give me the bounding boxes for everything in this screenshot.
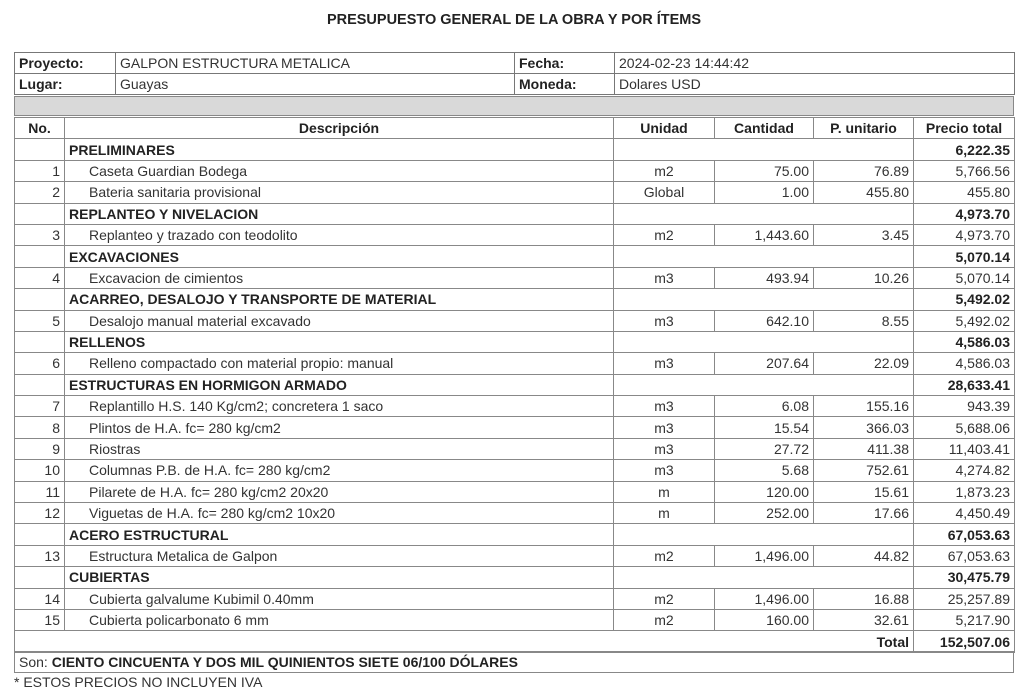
item-p-unitario: 366.03 xyxy=(814,417,914,438)
item-cantidad: 1,496.00 xyxy=(715,545,814,566)
section-blank-cell xyxy=(614,246,914,267)
total-value: 152,507.06 xyxy=(914,631,1015,652)
section-row xyxy=(15,246,1015,267)
item-unidad: Global xyxy=(614,182,715,203)
item-unidad: m3 xyxy=(614,460,715,481)
header-row-2 xyxy=(15,74,1015,95)
item-unidad: m2 xyxy=(614,160,715,181)
moneda-label: Moneda: xyxy=(515,74,615,95)
table-row xyxy=(15,353,1015,374)
item-precio-total: 4,274.82 xyxy=(914,460,1015,481)
item-p-unitario: 455.80 xyxy=(814,182,914,203)
moneda-value: Dolares USD xyxy=(615,74,1015,95)
section-name: ESTRUCTURAS EN HORMIGON ARMADO xyxy=(65,374,614,395)
lugar-label: Lugar: xyxy=(15,74,116,95)
section-blank-cell xyxy=(614,567,914,588)
item-description: Cubierta policarbonato 6 mm xyxy=(65,609,614,630)
item-precio-total: 4,450.49 xyxy=(914,503,1015,524)
table-row xyxy=(15,182,1015,203)
column-header-row xyxy=(15,118,1015,139)
item-precio-total: 4,586.03 xyxy=(914,353,1015,374)
col-header-no: No. xyxy=(15,118,65,139)
section-blank-cell xyxy=(614,374,914,395)
item-p-unitario: 8.55 xyxy=(814,310,914,331)
section-blank-cell xyxy=(614,524,914,545)
iva-note: * ESTOS PRECIOS NO INCLUYEN IVA xyxy=(14,674,263,690)
section-no-cell xyxy=(15,524,65,545)
section-name: ACERO ESTRUCTURAL xyxy=(65,524,614,545)
item-cantidad: 207.64 xyxy=(715,353,814,374)
section-no-cell xyxy=(15,567,65,588)
item-description: Replantillo H.S. 140 Kg/cm2; concretera 1 saco xyxy=(65,396,614,417)
col-header-precio-total: Precio total xyxy=(914,118,1015,139)
item-no: 12 xyxy=(15,503,65,524)
section-blank-cell xyxy=(614,331,914,352)
item-p-unitario: 3.45 xyxy=(814,224,914,245)
item-description: Bateria sanitaria provisional xyxy=(65,182,614,203)
item-cantidad: 1.00 xyxy=(715,182,814,203)
item-precio-total: 5,688.06 xyxy=(914,417,1015,438)
amount-in-words xyxy=(14,651,1014,673)
item-precio-total: 25,257.89 xyxy=(914,588,1015,609)
table-row xyxy=(15,588,1015,609)
table-row xyxy=(15,396,1015,417)
item-precio-total: 5,070.14 xyxy=(914,267,1015,288)
item-precio-total: 1,873.23 xyxy=(914,481,1015,502)
son-value: CIENTO CINCUENTA Y DOS MIL QUINIENTOS SIETE 06/100 DÓLARES xyxy=(51,654,518,670)
section-no-cell xyxy=(15,289,65,310)
item-no: 8 xyxy=(15,417,65,438)
table-row xyxy=(15,481,1015,502)
total-row xyxy=(15,631,1015,652)
item-description: Caseta Guardian Bodega xyxy=(65,160,614,181)
section-row xyxy=(15,567,1015,588)
item-cantidad: 5.68 xyxy=(715,460,814,481)
item-p-unitario: 155.16 xyxy=(814,396,914,417)
item-description: Pilarete de H.A. fc= 280 kg/cm2 20x20 xyxy=(65,481,614,502)
item-p-unitario: 752.61 xyxy=(814,460,914,481)
item-p-unitario: 17.66 xyxy=(814,503,914,524)
table-row xyxy=(15,460,1015,481)
item-description: Viguetas de H.A. fc= 280 kg/cm2 10x20 xyxy=(65,503,614,524)
proyecto-value: GALPON ESTRUCTURA METALICA xyxy=(116,53,515,74)
item-description: Excavacion de cimientos xyxy=(65,267,614,288)
item-description: Plintos de H.A. fc= 280 kg/cm2 xyxy=(65,417,614,438)
section-name: PRELIMINARES xyxy=(65,139,614,160)
item-no: 9 xyxy=(15,438,65,459)
section-blank-cell xyxy=(614,203,914,224)
table-row xyxy=(15,160,1015,181)
item-precio-total: 455.80 xyxy=(914,182,1015,203)
item-cantidad: 15.54 xyxy=(715,417,814,438)
total-label: Total xyxy=(15,631,914,652)
item-description: Cubierta galvalume Kubimil 0.40mm xyxy=(65,588,614,609)
section-no-cell xyxy=(15,374,65,395)
table-row xyxy=(15,417,1015,438)
table-row xyxy=(15,224,1015,245)
section-row xyxy=(15,331,1015,352)
item-no: 7 xyxy=(15,396,65,417)
table-row xyxy=(15,267,1015,288)
col-header-p-unitario: P. unitario xyxy=(814,118,914,139)
fecha-label: Fecha: xyxy=(515,53,615,74)
col-header-unidad: Unidad xyxy=(614,118,715,139)
item-precio-total: 5,766.56 xyxy=(914,160,1015,181)
lugar-value: Guayas xyxy=(116,74,515,95)
item-unidad: m3 xyxy=(614,310,715,331)
section-no-cell xyxy=(15,331,65,352)
item-unidad: m3 xyxy=(614,396,715,417)
item-description: Desalojo manual material excavado xyxy=(65,310,614,331)
item-no: 14 xyxy=(15,588,65,609)
item-no: 3 xyxy=(15,224,65,245)
item-cantidad: 160.00 xyxy=(715,609,814,630)
section-total: 4,586.03 xyxy=(914,331,1015,352)
item-unidad: m3 xyxy=(614,267,715,288)
item-precio-total: 5,492.02 xyxy=(914,310,1015,331)
item-precio-total: 11,403.41 xyxy=(914,438,1015,459)
item-no: 1 xyxy=(15,160,65,181)
item-unidad: m xyxy=(614,503,715,524)
section-name: EXCAVACIONES xyxy=(65,246,614,267)
section-row xyxy=(15,289,1015,310)
item-p-unitario: 76.89 xyxy=(814,160,914,181)
item-unidad: m2 xyxy=(614,545,715,566)
section-total: 67,053.63 xyxy=(914,524,1015,545)
section-blank-cell xyxy=(614,289,914,310)
item-description: Replanteo y trazado con teodolito xyxy=(65,224,614,245)
item-p-unitario: 32.61 xyxy=(814,609,914,630)
col-header-cantidad: Cantidad xyxy=(715,118,814,139)
item-cantidad: 120.00 xyxy=(715,481,814,502)
item-cantidad: 642.10 xyxy=(715,310,814,331)
table-row xyxy=(15,503,1015,524)
item-no: 13 xyxy=(15,545,65,566)
item-cantidad: 1,443.60 xyxy=(715,224,814,245)
item-unidad: m2 xyxy=(614,609,715,630)
table-row xyxy=(15,310,1015,331)
section-name: RELLENOS xyxy=(65,331,614,352)
item-cantidad: 75.00 xyxy=(715,160,814,181)
section-row xyxy=(15,139,1015,160)
section-name: ACARREO, DESALOJO Y TRANSPORTE DE MATERIAL xyxy=(65,289,614,310)
item-unidad: m xyxy=(614,481,715,502)
section-total: 6,222.35 xyxy=(914,139,1015,160)
proyecto-label: Proyecto: xyxy=(15,53,116,74)
section-no-cell xyxy=(15,203,65,224)
item-p-unitario: 44.82 xyxy=(814,545,914,566)
section-total: 30,475.79 xyxy=(914,567,1015,588)
section-row xyxy=(15,374,1015,395)
item-cantidad: 252.00 xyxy=(715,503,814,524)
item-precio-total: 67,053.63 xyxy=(914,545,1015,566)
item-unidad: m3 xyxy=(614,353,715,374)
separator-bar xyxy=(14,96,1014,116)
item-p-unitario: 15.61 xyxy=(814,481,914,502)
item-unidad: m2 xyxy=(614,224,715,245)
item-no: 15 xyxy=(15,609,65,630)
item-cantidad: 27.72 xyxy=(715,438,814,459)
section-name: REPLANTEO Y NIVELACION xyxy=(65,203,614,224)
section-total: 4,973.70 xyxy=(914,203,1015,224)
item-p-unitario: 16.88 xyxy=(814,588,914,609)
item-description: Relleno compactado con material propio: manual xyxy=(65,353,614,374)
project-header-table xyxy=(14,52,1015,95)
item-precio-total: 943.39 xyxy=(914,396,1015,417)
item-cantidad: 1,496.00 xyxy=(715,588,814,609)
section-total: 5,070.14 xyxy=(914,246,1015,267)
item-precio-total: 5,217.90 xyxy=(914,609,1015,630)
section-no-cell xyxy=(15,246,65,267)
item-no: 4 xyxy=(15,267,65,288)
budget-table xyxy=(14,117,1015,653)
son-label: Son: xyxy=(19,654,48,670)
table-row xyxy=(15,438,1015,459)
item-precio-total: 4,973.70 xyxy=(914,224,1015,245)
table-row xyxy=(15,609,1015,630)
item-description: Riostras xyxy=(65,438,614,459)
section-row xyxy=(15,203,1015,224)
section-total: 28,633.41 xyxy=(914,374,1015,395)
section-name: CUBIERTAS xyxy=(65,567,614,588)
item-cantidad: 493.94 xyxy=(715,267,814,288)
fecha-value: 2024-02-23 14:44:42 xyxy=(615,53,1015,74)
item-p-unitario: 411.38 xyxy=(814,438,914,459)
item-description: Columnas P.B. de H.A. fc= 280 kg/cm2 xyxy=(65,460,614,481)
item-no: 11 xyxy=(15,481,65,502)
header-row-1 xyxy=(15,53,1015,74)
col-header-descripcion: Descripción xyxy=(65,118,614,139)
item-p-unitario: 22.09 xyxy=(814,353,914,374)
section-blank-cell xyxy=(614,139,914,160)
item-no: 10 xyxy=(15,460,65,481)
item-unidad: m2 xyxy=(614,588,715,609)
item-unidad: m3 xyxy=(614,438,715,459)
section-row xyxy=(15,524,1015,545)
item-p-unitario: 10.26 xyxy=(814,267,914,288)
item-no: 5 xyxy=(15,310,65,331)
item-no: 2 xyxy=(15,182,65,203)
section-total: 5,492.02 xyxy=(914,289,1015,310)
item-cantidad: 6.08 xyxy=(715,396,814,417)
section-no-cell xyxy=(15,139,65,160)
item-description: Estructura Metalica de Galpon xyxy=(65,545,614,566)
page-title: PRESUPUESTO GENERAL DE LA OBRA Y POR ÍTEMS xyxy=(326,12,702,28)
item-no: 6 xyxy=(15,353,65,374)
item-unidad: m3 xyxy=(614,417,715,438)
table-row xyxy=(15,545,1015,566)
